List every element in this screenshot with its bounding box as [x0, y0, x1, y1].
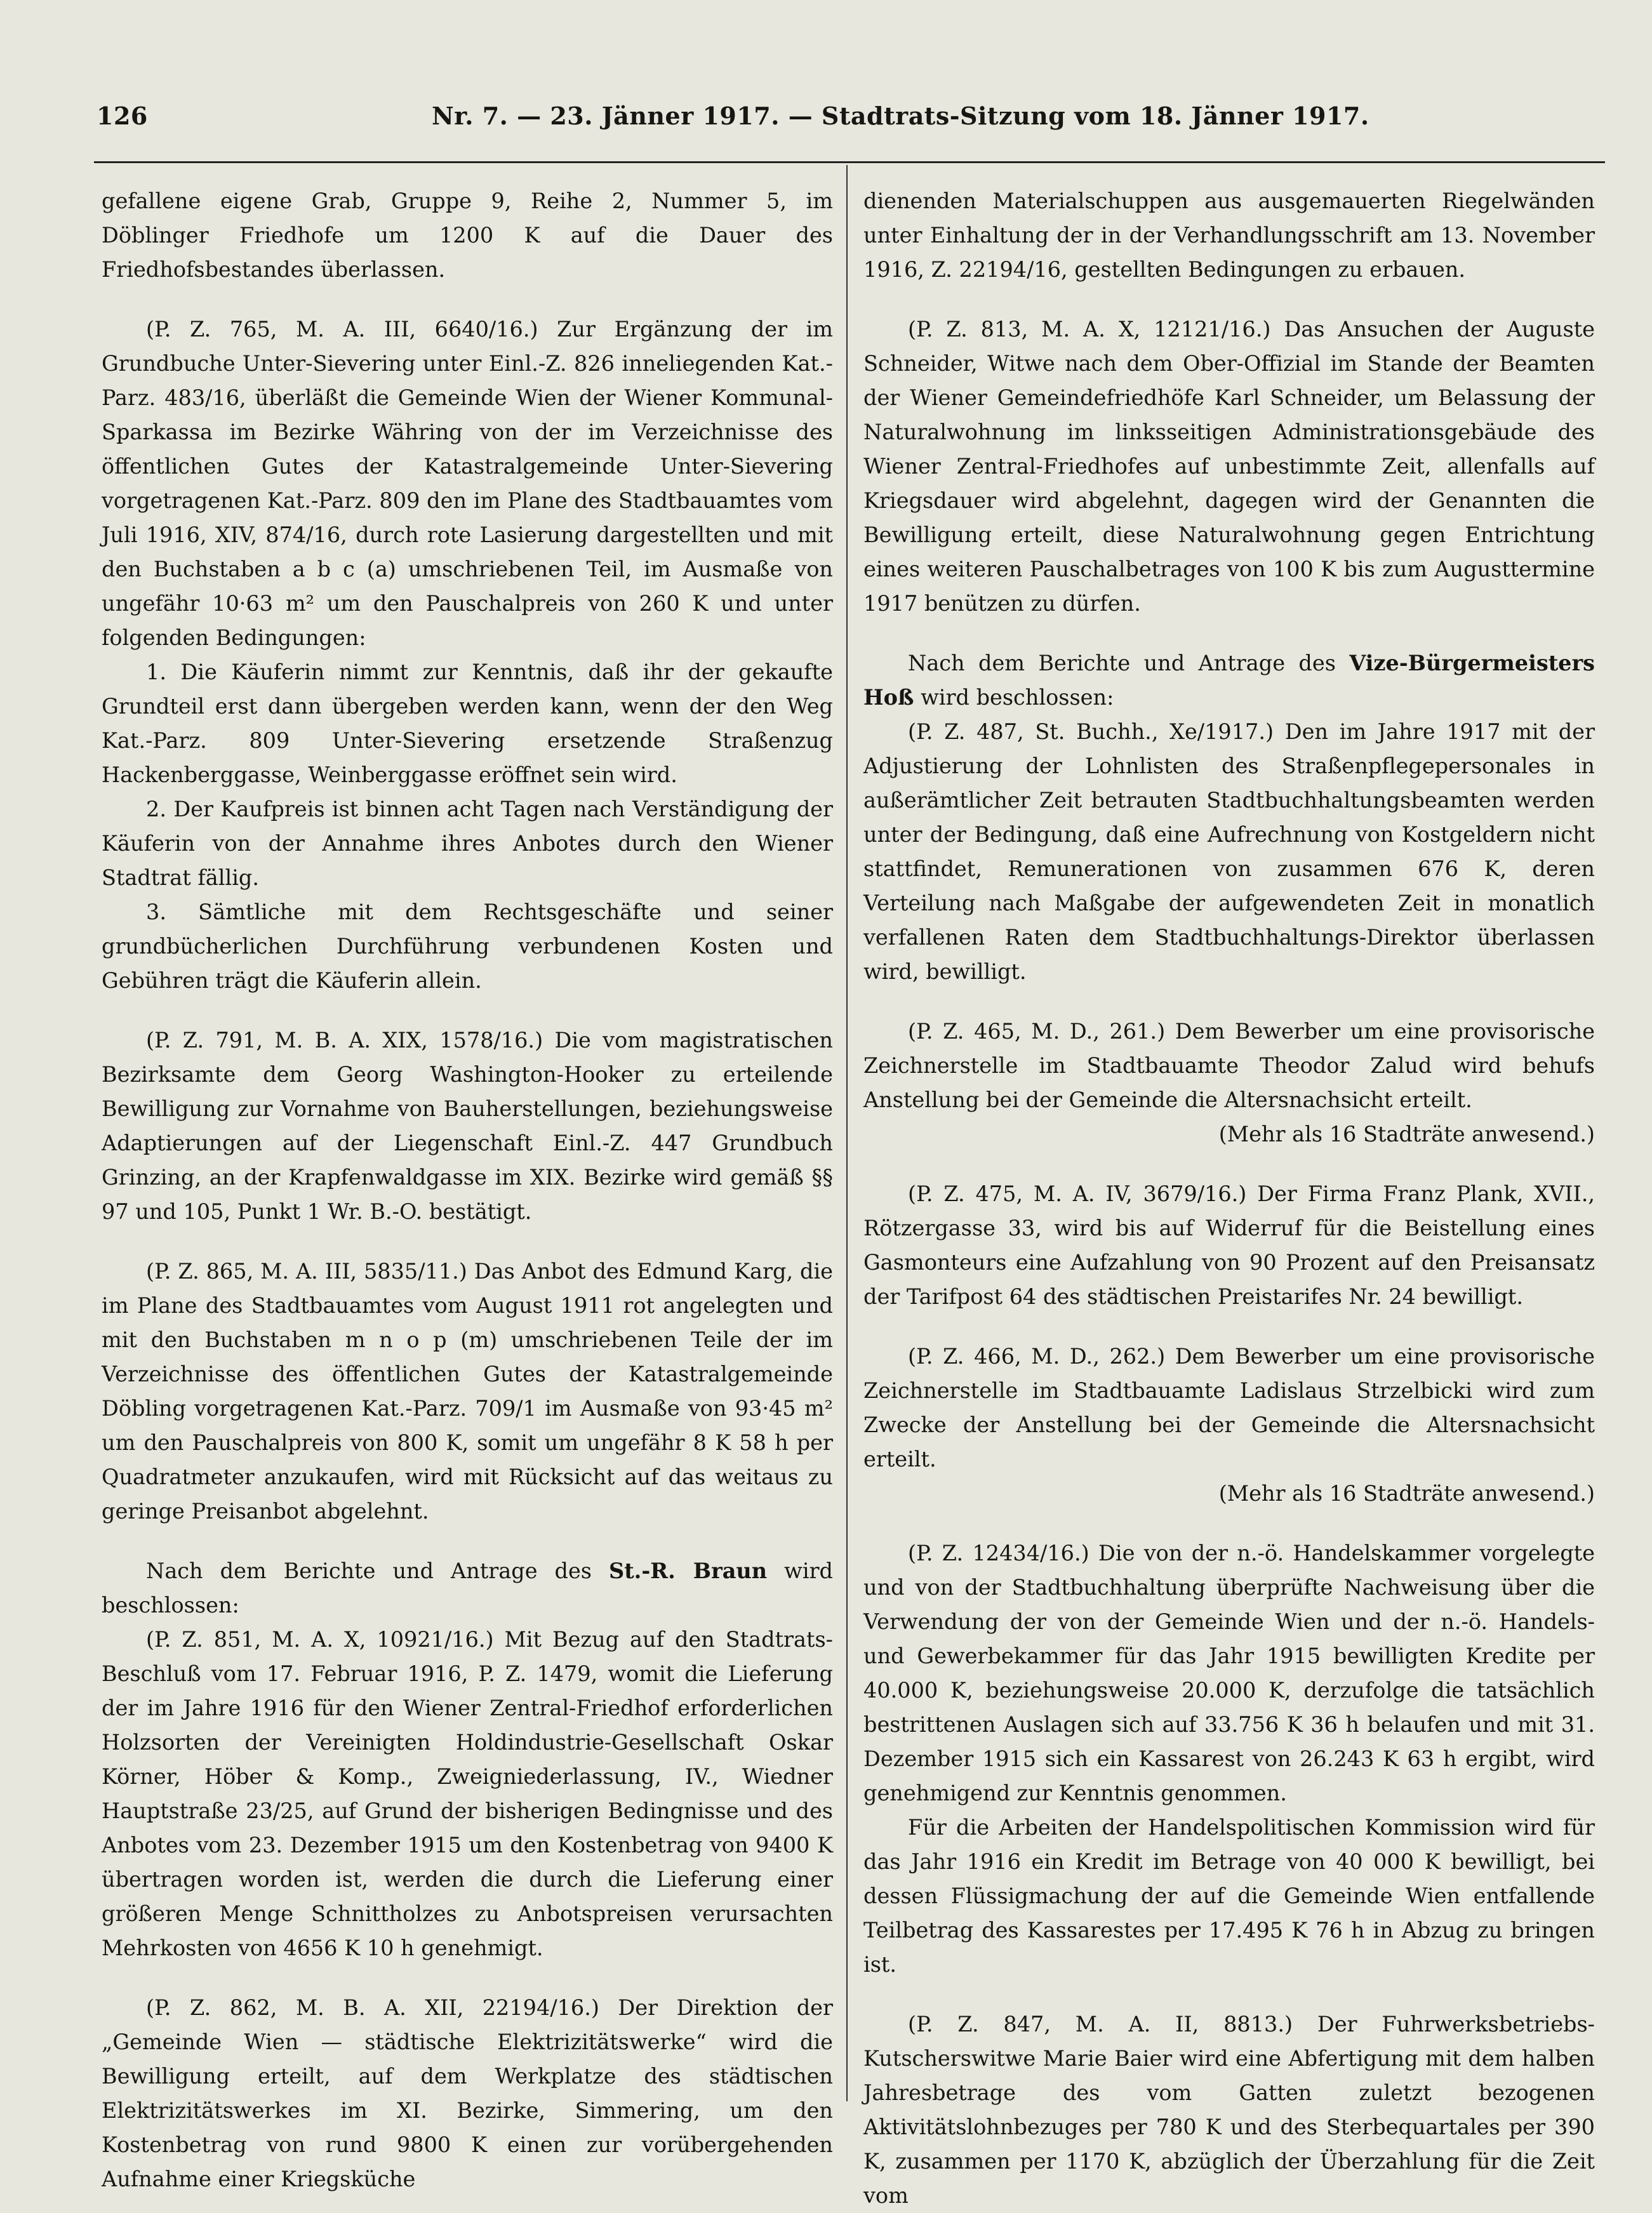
section-intro — [102, 1554, 833, 1623]
paragraph: (P. Z. 791, M. B. A. XIX, 1578/16.) Die vom magistratischen Bezirksamte dem Georg Washington-Hooker zu erteilende Bewilligung zur Vornahme von Bauherstellungen, beziehungsweise Adaptierungen auf der Liegenschaft Einl.-Z. 447 Grundbuch Grinzing, an der Krapfenwaldgasse im XIX. Bezirke wird gemäß §§ 97 und 105, Punkt 1 Wr. B.-O. bestätigt. — [102, 1028, 833, 1224]
right-column — [863, 184, 1595, 2213]
paragraph: dienenden Materialschuppen aus ausgemauerten Riegelwänden unter Einhaltung der in der Verhandlungsschrift am 13. November 1916, Z. 22194/16, gestellten Bedingungen zu erbauen. — [863, 189, 1595, 282]
paragraph: (P. Z. 487, St. Buchh., Xe/1917.) Den im Jahre 1917 mit der Adjustierung der Lohnlisten des Straßenpflegepersonales in außerämtlicher Zeit betrauten Stadtbuchhaltungsbeamten werden unter der Bedingung, daß eine Aufrechnung von Kostgeldern nicht stattfindet, Remunerationen von zusammen 676 K, deren Verteilung nach Maßgabe der aufgewendeten Zeit in monatlich verfallenen Raten dem Stadtbuchhaltungs-Direktor überlassen wird, bewilligt. — [863, 719, 1595, 984]
attendance-note: (Mehr als 16 Stadträte anwesend.) — [1218, 1481, 1595, 1506]
running-head: Nr. 7. — 23. Jänner 1917. — Stadtrats-Sitzung vom 18. Jänner 1917. — [432, 102, 1369, 130]
paragraph: (P. Z. 465, M. D., 261.) Dem Bewerber um eine provisorische Zeichnerstelle im Stadtbauamte Theodor Zalud wird behufs Anstellung bei der Gemeinde die Altersnachsicht erteilt. — [863, 1019, 1595, 1112]
reporter-name: St.-R. Braun — [609, 1558, 768, 1583]
page-number: 126 — [97, 102, 148, 130]
paragraph: Für die Arbeiten der Handelspolitischen Kommission wird für das Jahr 1916 ein Kredit im Betrage von 40 000 K bewilligt, bei dessen Flüssigmachung der auf die Gemeinde Wien entfallende Teilbetrag des Kassarestes per 17.495 K 76 h in Abzug zu bringen ist. — [863, 1815, 1595, 1977]
intro-text: Nach dem Berichte und Antrage des — [146, 1558, 609, 1583]
header-rule — [94, 161, 1605, 163]
attendance-note: (Mehr als 16 Stadträte anwesend.) — [1218, 1122, 1595, 1146]
page-header — [97, 102, 1369, 140]
intro-text: Nach dem Berichte und Antrage des — [908, 651, 1350, 675]
section-intro — [863, 646, 1595, 715]
column-divider — [846, 165, 848, 2101]
intro-text: wird beschlossen: — [102, 1558, 833, 1618]
condition-item: 2. Der Kaufpreis ist binnen acht Tagen nach Verständigung der Käuferin von der Annahme ihres Anbotes durch den Wiener Stadtrat fällig. — [102, 797, 833, 890]
paragraph: gefallene eigene Grab, Gruppe 9, Reihe 2, Nummer 5, im Döblinger Friedhofe um 1200 K auf die Dauer des Friedhofsbestandes überlassen. — [102, 189, 833, 282]
paragraph: (P. Z. 813, M. A. X, 12121/16.) Das Ansuchen der Auguste Schneider, Witwe nach dem Ober-Offizial im Stande der Beamten der Wiener Gemeindefriedhöfe Karl Schneider, um Belassung der Naturalwohnung im linksseitigen Administrationsgebäude des Wiener Zentral-Friedhofes auf unbestimmte Zeit, allenfalls auf Kriegsdauer wird abgelehnt, dagegen wird der Genannten die Bewilligung erteilt, diese Naturalwohnung gegen Entrichtung eines weiteren Pauschalbetrages von 100 K bis zum Augusttermine 1917 benützen zu dürfen. — [863, 317, 1595, 616]
intro-text: wird beschlossen: — [914, 685, 1114, 710]
paragraph: (P. Z. 851, M. A. X, 10921/16.) Mit Bezug auf den Stadtrats-Beschluß vom 17. Februar 1916, P. Z. 1479, womit die Lieferung der im Jahre 1916 für den Wiener Zentral-Friedhof erforderlichen Holzsorten der Vereinigten Holdindustrie-Gesellschaft Oskar Körner, Höber & Komp., Zweigniederlassung, IV., Wiedner Hauptstraße 23/25, auf Grund der bisherigen Bedingnisse und des Anbotes vom 23. Dezember 1915 um den Kostenbetrag von 9400 K übertragen worden ist, werden die durch die Lieferung einer größeren Menge Schnittholzes zu Anbotspreisen verursachten Mehrkosten von 4656 K 10 h genehmigt. — [102, 1627, 833, 1960]
paragraph: (P. Z. 865, M. A. III, 5835/11.) Das Anbot des Edmund Karg, die im Plane des Stadtbauamtes vom August 1911 rot angelegten und mit den Buchstaben m n o p (m) umschriebenen Teile der im Verzeichnisse des öffentlichen Gutes der Katastralgemeinde Döbling vorgetragenen Kat.-Parz. 709/1 im Ausmaße von 93·45 m² um den Pauschalpreis von 800 K, somit um ungefähr 8 K 58 h per Quadratmeter anzukaufen, wird mit Rücksicht auf das weitaus zu geringe Preisanbot abgelehnt. — [102, 1259, 833, 1524]
paragraph: (P. Z. 475, M. A. IV, 3679/16.) Der Firma Franz Plank, XVII., Rötzergasse 33, wird bis auf Widerruf für die Beistellung eines Gasmonteurs eine Aufzahlung von 90 Prozent auf den Preisansatz der Tarifpost 64 des städtischen Preistarifes Nr. 24 bewilligt. — [863, 1181, 1595, 1309]
paragraph: (P. Z. 466, M. D., 262.) Dem Bewerber um eine provisorische Zeichnerstelle im Stadtbauamte Ladislaus Strzelbicki wird zum Zwecke der Anstellung bei der Gemeinde die Altersnachsicht erteilt. — [863, 1344, 1595, 1472]
paragraph: (P. Z. 765, M. A. III, 6640/16.) Zur Ergänzung der im Grundbuche Unter-Sievering unter Einl.-Z. 826 inneliegenden Kat.-Parz. 483/16, überläßt die Gemeinde Wien der Wiener Kommunal-Sparkassa im Bezirke Währing von der im Verzeichnisse des öffentlichen Gutes der Katastralgemeinde Unter-Sievering vorgetragenen Kat.-Parz. 809 den im Plane des Stadtbauamtes vom Juli 1916, XIV, 874/16, durch rote Lasierung dargestellten und mit den Buchstaben a b c (a) umschriebenen Teil, im Ausmaße von ungefähr 10·63 m² um den Pauschalpreis von 260 K und unter folgenden Bedingungen: — [102, 317, 833, 650]
condition-item: 3. Sämtliche mit dem Rechtsgeschäfte und seiner grundbücherlichen Durchführung verbundenen Kosten und Gebühren trägt die Käuferin allein. — [102, 900, 833, 993]
left-column — [102, 184, 833, 2196]
condition-item: 1. Die Käuferin nimmt zur Kenntnis, daß ihr der gekaufte Grundteil erst dann übergeben werden kann, wenn der den Weg Kat.-Parz. 809 Unter-Sievering ersetzende Straßenzug Hackenberggasse, Weinberggasse eröffnet sein wird. — [102, 660, 833, 787]
reporter-name: Vize-Bürgermeisters Hoß — [863, 651, 1595, 710]
paragraph: (P. Z. 862, M. B. A. XII, 22194/16.) Der Direktion der „Gemeinde Wien — städtische Elektrizitätswerke“ wird die Bewilligung erteilt, auf dem Werkplatze des städtischen Elektrizitätswerkes im XI. Bezirke, Simmering, um den Kostenbetrag von rund 9800 K einen zur vorübergehenden Aufnahme einer Kriegsküche — [102, 1995, 833, 2191]
paragraph: (P. Z. 12434/16.) Die von der n.-ö. Handelskammer vorgelegte und von der Stadtbuchhaltung überprüfte Nachweisung über die Verwendung der von der Gemeinde Wien und der n.-ö. Handels- und Gewerbekammer für das Jahr 1915 bewilligten Kredite per 40.000 K, beziehungsweise 20.000 K, derzufolge die tatsächlich bestrittenen Auslagen sich auf 33.756 K 36 h belaufen und mit 31. Dezember 1915 sich ein Kassarest von 26.243 K 63 h ergibt, wird genehmigend zur Kenntnis genommen. — [863, 1541, 1595, 1805]
paragraph: (P. Z. 847, M. A. II, 8813.) Der Fuhrwerksbetriebs-Kutscherswitwe Marie Baier wird eine Abfertigung mit dem halben Jahresbetrage des vom Gatten zuletzt bezogenen Aktivitätslohnbezuges per 780 K und des Sterbequartales per 390 K, zusammen per 1170 K, abzüglich der Überzahlung für die Zeit vom — [863, 2012, 1595, 2208]
